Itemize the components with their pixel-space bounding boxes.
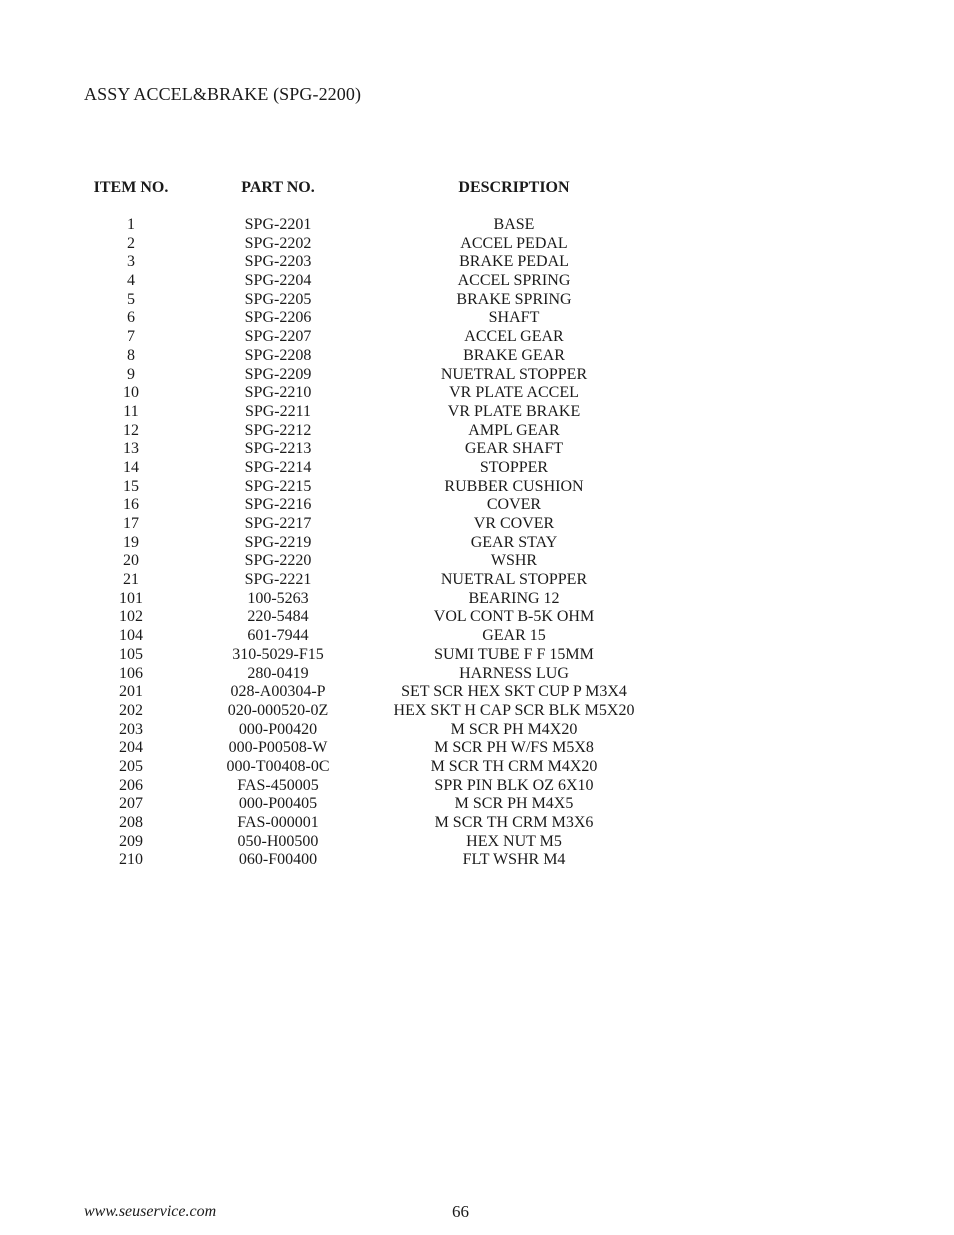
description-cell: HARNESS LUG (459, 664, 569, 682)
table-row (0, 739, 954, 758)
part-no-cell: SPG-2209 (244, 365, 312, 383)
description-cell: GEAR STAY (470, 533, 558, 551)
description-cell: RUBBER CUSHION (444, 477, 584, 495)
table-row (0, 552, 954, 571)
part-no-cell: 060-F00400 (238, 851, 318, 869)
item-no-cell: 13 (123, 440, 139, 458)
description-cell: BRAKE GEAR (463, 346, 565, 364)
part-no-cell: SPG-2213 (244, 440, 312, 458)
table-row (0, 235, 954, 254)
part-no-cell: SPG-2216 (244, 496, 312, 514)
table-row (0, 366, 954, 385)
table-row (0, 665, 954, 684)
part-no-cell: SPG-2207 (244, 328, 312, 346)
description-cell: BRAKE PEDAL (459, 253, 569, 271)
item-no-cell: 2 (127, 234, 135, 252)
part-no-cell: SPG-2219 (244, 533, 312, 551)
item-no-cell: 105 (119, 645, 143, 663)
part-no-cell: SPG-2211 (244, 402, 312, 420)
part-no-cell: 050-H00500 (237, 832, 319, 850)
description-cell: STOPPER (479, 458, 549, 476)
item-no-cell: 15 (123, 477, 139, 495)
item-no-cell: 8 (127, 346, 135, 364)
item-no-cell: 5 (127, 290, 135, 308)
part-no-cell: 220-5484 (247, 608, 309, 626)
part-no-cell: 601-7944 (247, 627, 309, 645)
part-no-cell: SPG-2214 (244, 458, 312, 476)
item-no-cell: 209 (119, 832, 143, 850)
description-cell: M SCR PH M4X20 (450, 720, 578, 738)
table-row (0, 627, 954, 646)
description-cell: VR PLATE BRAKE (447, 402, 581, 420)
parts-table-body (0, 216, 954, 870)
item-no-cell: 203 (119, 720, 143, 738)
table-row (0, 534, 954, 553)
header-item-no: ITEM NO. (93, 179, 169, 196)
header-part-no: PART NO. (241, 179, 315, 196)
part-no-cell: FAS-000001 (237, 814, 319, 831)
description-cell: ACCEL GEAR (464, 328, 564, 346)
item-no-cell: 208 (119, 814, 143, 831)
description-cell: M SCR TH CRM M3X6 (434, 814, 594, 831)
description-cell: VR COVER (473, 515, 555, 532)
description-cell: GEAR 15 (482, 627, 546, 645)
item-no-cell: 12 (123, 421, 139, 439)
table-row (0, 721, 954, 740)
table-row (0, 590, 954, 609)
part-no-cell: 280-0419 (247, 664, 309, 682)
description-cell: SET SCR HEX SKT CUP P M3X4 (401, 683, 627, 701)
part-no-cell: 028-A00304-P (230, 683, 326, 701)
part-no-cell: SPG-2202 (244, 234, 312, 252)
table-row (0, 777, 954, 796)
item-no-cell: 101 (119, 589, 143, 607)
description-cell: GEAR SHAFT (464, 440, 564, 458)
item-no-cell: 201 (119, 683, 143, 701)
item-no-cell: 104 (119, 627, 143, 645)
item-no-cell: 6 (127, 309, 135, 327)
item-no-cell: 17 (123, 515, 139, 532)
item-no-cell: 3 (127, 253, 135, 271)
item-no-cell: 19 (123, 533, 139, 551)
item-no-cell: 106 (119, 664, 143, 682)
part-no-cell: SPG-2206 (244, 309, 312, 327)
item-no-cell: 210 (119, 851, 143, 869)
table-row (0, 683, 954, 702)
item-no-cell: 204 (119, 739, 143, 757)
table-row (0, 328, 954, 347)
description-cell: SPR PIN BLK OZ 6X10 (434, 776, 594, 794)
part-no-cell: 000-P00420 (238, 720, 318, 738)
item-no-cell: 14 (123, 458, 139, 476)
part-no-cell: 020-000520-0Z (227, 701, 329, 719)
item-no-cell: 202 (119, 701, 143, 719)
page-title: ASSY ACCEL&BRAKE (SPG-2200) (84, 84, 362, 104)
description-cell: NUETRAL STOPPER (440, 571, 588, 589)
item-no-cell: 10 (123, 384, 139, 402)
part-no-cell: SPG-2208 (244, 346, 312, 364)
description-cell: M SCR PH M4X5 (454, 795, 574, 813)
table-row (0, 496, 954, 515)
description-cell: AMPL GEAR (468, 421, 560, 439)
part-no-cell: SPG-2212 (244, 421, 312, 439)
description-cell: SUMI TUBE F F 15MM (434, 645, 594, 663)
part-no-cell: SPG-2210 (244, 384, 312, 402)
item-no-cell: 9 (127, 365, 135, 383)
table-row (0, 216, 954, 235)
part-no-cell: SPG-2221 (244, 571, 312, 589)
description-cell: SHAFT (488, 309, 540, 327)
item-no-cell: 207 (119, 795, 143, 813)
description-cell: M SCR TH CRM M4X20 (430, 757, 598, 775)
description-cell: BRAKE SPRING (456, 290, 572, 308)
description-cell: HEX NUT M5 (466, 832, 562, 850)
description-cell: BEARING 12 (468, 589, 560, 607)
part-no-cell: 310-5029-F15 (232, 645, 324, 663)
table-row (0, 291, 954, 310)
table-row (0, 702, 954, 721)
table-row (0, 646, 954, 665)
description-cell: WSHR (490, 552, 538, 570)
table-header (0, 179, 954, 199)
table-row (0, 459, 954, 478)
table-row (0, 608, 954, 627)
table-row (0, 833, 954, 852)
description-cell: ACCEL SPRING (457, 272, 571, 290)
table-row (0, 571, 954, 590)
part-no-cell: SPG-2203 (244, 253, 312, 271)
table-row (0, 440, 954, 459)
table-row (0, 478, 954, 497)
table-row (0, 814, 954, 833)
description-cell: BASE (493, 216, 535, 233)
description-cell: VOL CONT B-5K OHM (433, 608, 595, 626)
item-no-cell: 7 (127, 328, 135, 346)
table-row (0, 253, 954, 272)
table-row (0, 422, 954, 441)
header-description: DESCRIPTION (458, 179, 570, 196)
description-cell: ACCEL PEDAL (460, 234, 568, 252)
table-row (0, 384, 954, 403)
table-row (0, 403, 954, 422)
item-no-cell: 20 (123, 552, 139, 570)
part-no-cell: SPG-2217 (244, 515, 312, 532)
item-no-cell: 1 (127, 216, 135, 233)
table-row (0, 795, 954, 814)
part-no-cell: 000-T00408-0C (226, 757, 330, 775)
part-no-cell: SPG-2215 (244, 477, 312, 495)
description-cell: M SCR PH W/FS M5X8 (434, 739, 594, 757)
table-row (0, 309, 954, 328)
description-cell: FLT WSHR M4 (462, 851, 566, 869)
part-no-cell: SPG-2201 (244, 216, 312, 233)
item-no-cell: 4 (127, 272, 135, 290)
page-number: 66 (452, 1202, 469, 1221)
description-cell: NUETRAL STOPPER (440, 365, 588, 383)
item-no-cell: 16 (123, 496, 139, 514)
item-no-cell: 21 (123, 571, 139, 589)
footer-url: www.seuservice.com (84, 1203, 217, 1220)
item-no-cell: 102 (119, 608, 143, 626)
part-no-cell: SPG-2204 (244, 272, 312, 290)
item-no-cell: 11 (123, 402, 139, 420)
description-cell: COVER (486, 496, 542, 514)
item-no-cell: 205 (119, 757, 143, 775)
table-row (0, 347, 954, 366)
table-row (0, 851, 954, 870)
part-no-cell: 100-5263 (247, 589, 309, 607)
part-no-cell: SPG-2205 (244, 290, 312, 308)
description-cell: VR PLATE ACCEL (449, 384, 579, 402)
part-no-cell: FAS-450005 (237, 776, 319, 794)
table-row (0, 272, 954, 291)
table-row (0, 515, 954, 534)
part-no-cell: 000-P00508-W (228, 739, 328, 757)
table-row (0, 758, 954, 777)
part-no-cell: SPG-2220 (244, 552, 312, 570)
item-no-cell: 206 (119, 776, 143, 794)
part-no-cell: 000-P00405 (238, 795, 318, 813)
description-cell: HEX SKT H CAP SCR BLK M5X20 (393, 701, 635, 719)
